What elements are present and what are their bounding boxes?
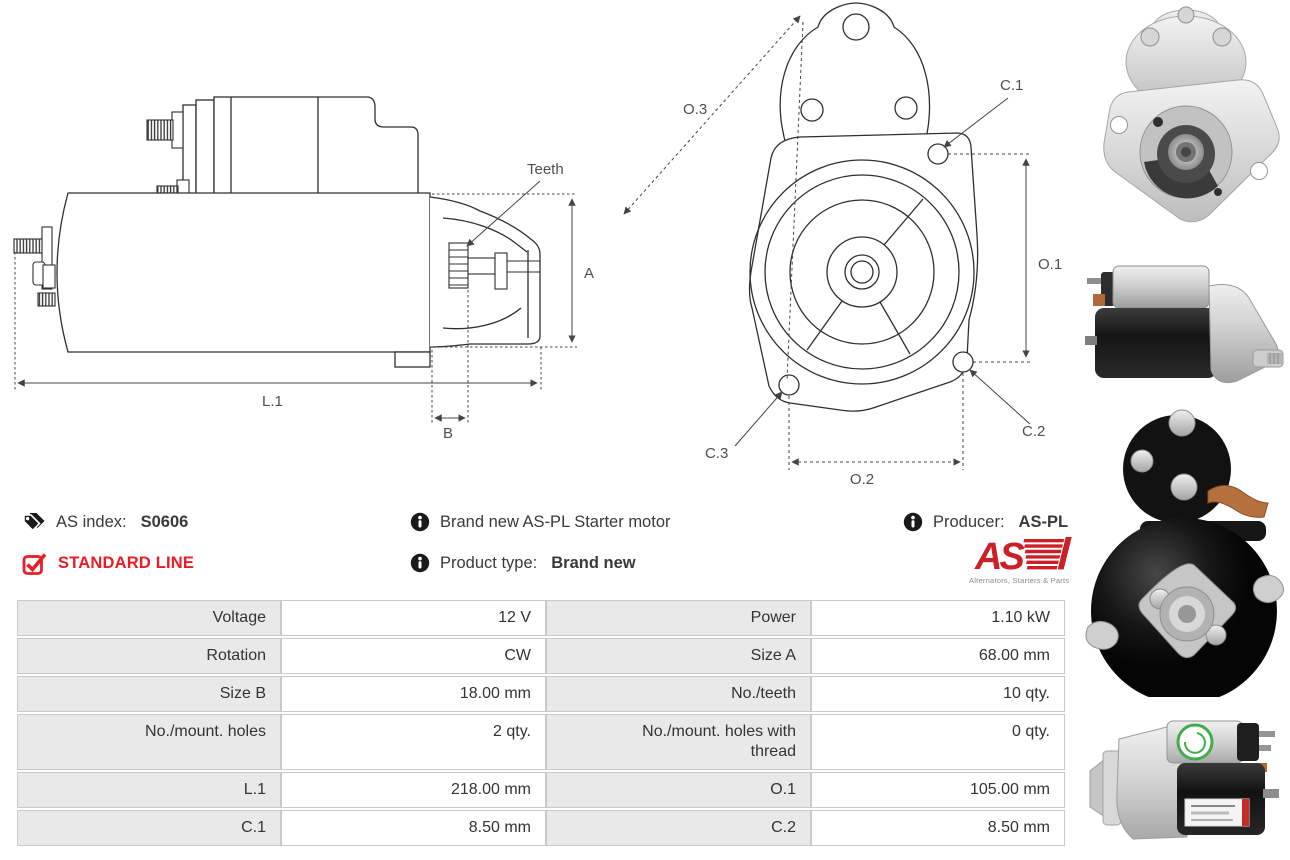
spec-value: 2 qty. bbox=[281, 714, 546, 770]
spec-label: C.1 bbox=[17, 810, 281, 846]
side-view-drawing bbox=[14, 97, 540, 367]
product-photo-side[interactable] bbox=[1085, 250, 1285, 394]
spec-label: C.2 bbox=[546, 810, 811, 846]
dim-b-label: B bbox=[443, 425, 454, 442]
logo-tagline: Alternators, Starters & Parts bbox=[969, 576, 1070, 585]
spec-value: 8.50 mm bbox=[811, 810, 1065, 846]
producer-value: AS-PL bbox=[1018, 512, 1069, 531]
table-row bbox=[17, 714, 1065, 770]
table-row bbox=[17, 810, 1065, 846]
producer-row bbox=[903, 510, 1068, 534]
spec-label: O.1 bbox=[546, 772, 811, 808]
rear-end-details bbox=[14, 227, 55, 306]
as-index-label: AS index: bbox=[56, 512, 127, 531]
spec-value: 8.50 mm bbox=[281, 810, 546, 846]
spec-value: 10 qty. bbox=[811, 676, 1065, 712]
spec-value: 18.00 mm bbox=[281, 676, 546, 712]
spec-label: No./mount. holes bbox=[17, 714, 281, 770]
table-row bbox=[17, 676, 1065, 712]
dim-o2-label: O.2 bbox=[849, 471, 875, 488]
dim-c3-label: C.3 bbox=[705, 445, 729, 462]
bell-top-hole bbox=[843, 14, 869, 40]
hole-c1 bbox=[928, 144, 948, 164]
spec-label: No./mount. holes with thread bbox=[546, 714, 811, 770]
table-row bbox=[17, 600, 1065, 636]
standard-line-badge: STANDARD LINE bbox=[58, 553, 195, 572]
motor-body bbox=[57, 193, 430, 352]
info-icon bbox=[410, 553, 430, 573]
logo-stripes bbox=[1017, 537, 1072, 569]
spec-label: Rotation bbox=[17, 638, 281, 674]
spec-value: 12 V bbox=[281, 600, 546, 636]
as-index-value: S0606 bbox=[140, 512, 189, 531]
info-icon bbox=[410, 512, 430, 532]
dim-c2-label: C.2 bbox=[1022, 423, 1046, 440]
front-view-drawing bbox=[750, 3, 978, 411]
dim-a-label: A bbox=[584, 265, 595, 282]
tags-icon bbox=[22, 511, 46, 533]
spec-label: No./teeth bbox=[546, 676, 811, 712]
bell-right-hole bbox=[895, 97, 917, 119]
description-text: Brand new AS-PL Starter motor bbox=[440, 512, 671, 531]
dim-o3-label: O.3 bbox=[683, 101, 708, 118]
technical-drawings bbox=[0, 0, 1080, 500]
description-row bbox=[410, 510, 671, 534]
teeth-label: Teeth bbox=[527, 161, 564, 178]
bell-left-hole bbox=[801, 99, 823, 121]
spec-value: 218.00 mm bbox=[281, 772, 546, 808]
product-photo-front[interactable] bbox=[1088, 4, 1284, 246]
standard-line-row bbox=[22, 551, 194, 575]
info-icon bbox=[903, 512, 923, 532]
spec-label: Size A bbox=[546, 638, 811, 674]
table-row bbox=[17, 772, 1065, 808]
spec-label: Size B bbox=[17, 676, 281, 712]
spec-value: 68.00 mm bbox=[811, 638, 1065, 674]
spec-table bbox=[17, 598, 1065, 848]
product-type-value: Brand new bbox=[551, 553, 636, 572]
spec-value: 1.10 kW bbox=[811, 600, 1065, 636]
product-type-row bbox=[410, 551, 636, 575]
as-pl-logo bbox=[963, 536, 1081, 586]
product-type-label: Product type: bbox=[440, 553, 538, 572]
product-photo-side-label[interactable] bbox=[1085, 705, 1285, 857]
product-photo-rear[interactable] bbox=[1082, 403, 1288, 697]
spec-label: Voltage bbox=[17, 600, 281, 636]
spec-value: 105.00 mm bbox=[811, 772, 1065, 808]
producer-label: Producer: bbox=[933, 512, 1005, 531]
dim-l1-label: L.1 bbox=[262, 393, 283, 410]
spec-label: L.1 bbox=[17, 772, 281, 808]
table-row bbox=[17, 638, 1065, 674]
dim-c1-label: C.1 bbox=[1000, 77, 1024, 94]
spec-value: 0 qty. bbox=[811, 714, 1065, 770]
hole-c2 bbox=[953, 352, 973, 372]
logo-as-text: AS bbox=[975, 536, 1022, 578]
checkbox-checked-icon bbox=[22, 552, 48, 575]
spec-label: Power bbox=[546, 600, 811, 636]
dim-o1-label: O.1 bbox=[1038, 256, 1063, 273]
as-index-row bbox=[22, 510, 188, 534]
spec-value: CW bbox=[281, 638, 546, 674]
